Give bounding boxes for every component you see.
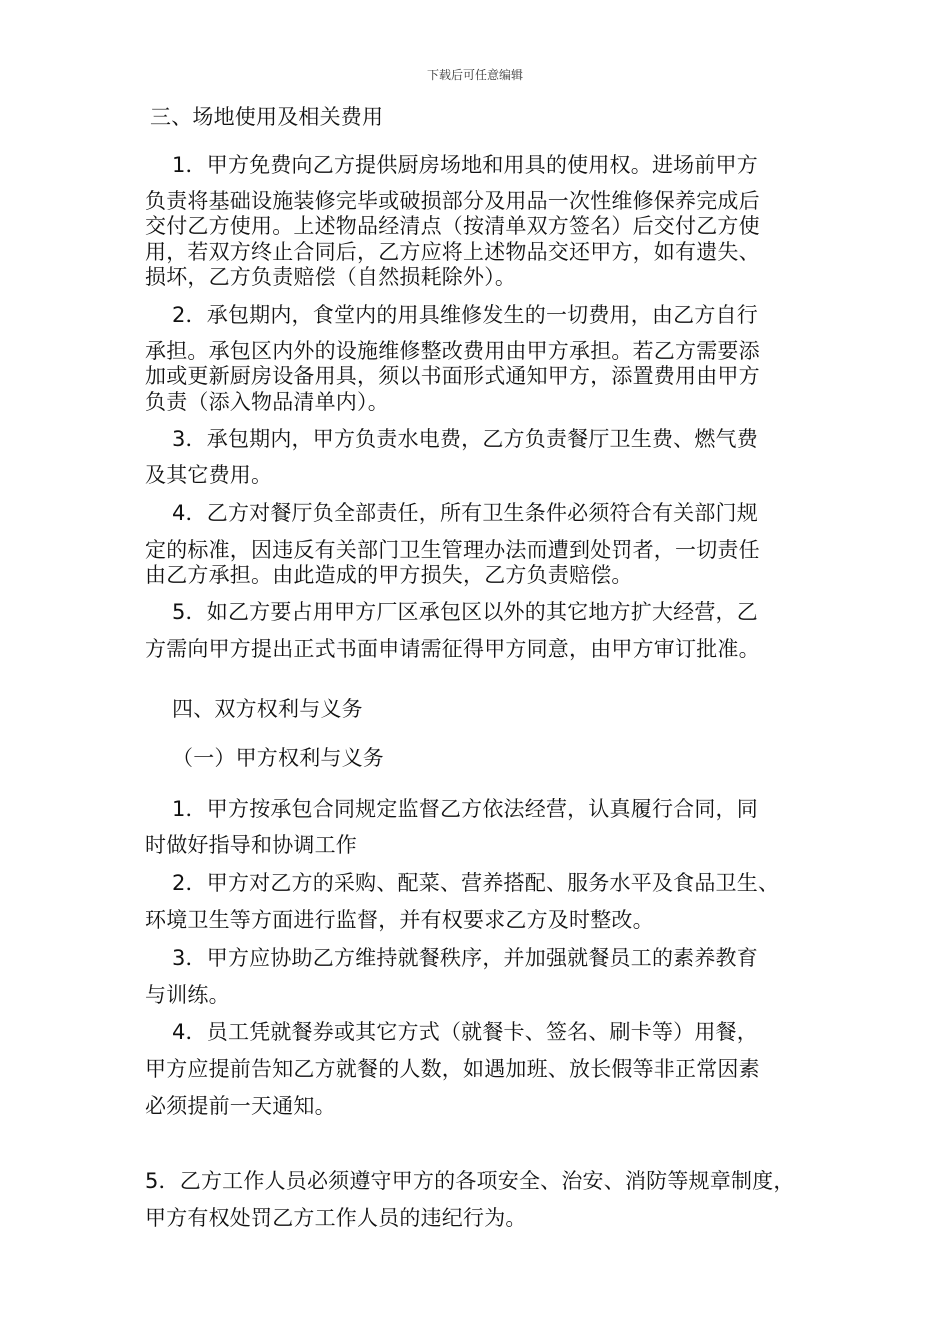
paragraph-line: 损坏，乙方负责赔偿（自然损耗除外）。 xyxy=(145,265,517,289)
section-title: 三、场地使用及相关费用 xyxy=(150,105,384,129)
paragraph-line: 环境卫生等方面进行监督，并有权要求乙方及时整改。 xyxy=(145,908,654,932)
subsection-title: （一）甲方权利与义务 xyxy=(172,746,384,770)
paragraph-line: 定的标准，因违反有关部门卫生管理办法而遭到处罚者，一切责任 xyxy=(145,538,760,562)
paragraph-line: 加或更新厨房设备用具，须以书面形式通知甲方，添置费用由甲方 xyxy=(145,364,760,388)
paragraph-line: 交付乙方使用。上述物品经清点（按清单双方签名）后交付乙方使 xyxy=(145,214,760,238)
paragraph-line: 由乙方承担。由此造成的甲方损失，乙方负责赔偿。 xyxy=(145,563,633,587)
paragraph-line: 方需向甲方提出正式书面申请需征得甲方同意，由甲方审订批准。 xyxy=(145,637,760,661)
paragraph-line: 承担。承包区内外的设施维修整改费用由甲方承担。若乙方需要添 xyxy=(145,339,760,363)
paragraph-line: 1．甲方按承包合同规定监督乙方依法经营，认真履行合同，同 xyxy=(172,797,758,821)
paragraph-line: 负责（添入物品清单内）。 xyxy=(145,390,389,414)
paragraph-line: 与训练。 xyxy=(145,983,230,1007)
paragraph-line: 4．员工凭就餐券或其它方式（就餐卡、签名、刷卡等）用餐， xyxy=(172,1020,758,1044)
paragraph-line: 5．如乙方要占用甲方厂区承包区以外的其它地方扩大经营，乙 xyxy=(172,600,758,624)
paragraph-line: 2．承包期内，食堂内的用具维修发生的一切费用，由乙方自行 xyxy=(172,303,758,327)
paragraph-line: 3．承包期内，甲方负责水电费，乙方负责餐厅卫生费、燃气费 xyxy=(172,427,758,451)
paragraph-line: 甲方有权处罚乙方工作人员的违纪行为。 xyxy=(145,1206,527,1230)
paragraph-line: 2．甲方对乙方的采购、配菜、营养搭配、服务水平及食品卫生、 xyxy=(172,871,780,895)
paragraph-line: 4．乙方对餐厅负全部责任，所有卫生条件必须符合有关部门规 xyxy=(172,501,758,525)
paragraph-line: 及其它费用。 xyxy=(145,463,273,487)
paragraph-line: 甲方应提前告知乙方就餐的人数，如遇加班、放长假等非正常因素 xyxy=(145,1057,760,1081)
paragraph-line: 时做好指导和协调工作 xyxy=(145,833,357,857)
paragraph-line: 用，若双方终止合同后，乙方应将上述物品交还甲方，如有遗失、 xyxy=(145,240,760,264)
paragraph-line: 5．乙方工作人员必须遵守甲方的各项安全、治安、消防等规章制度， xyxy=(145,1169,795,1193)
paragraph-line: 必须提前一天通知。 xyxy=(145,1094,336,1118)
paragraph-line: 1．甲方免费向乙方提供厨房场地和用具的使用权。进场前甲方 xyxy=(172,153,758,177)
paragraph-line: 负责将基础设施装修完毕或破损部分及用品一次性维修保养完成后 xyxy=(145,189,760,213)
header-note: 下载后可任意编辑 xyxy=(426,68,523,82)
paragraph-line: 3．甲方应协助乙方维持就餐秩序，并加强就餐员工的素养教育 xyxy=(172,946,758,970)
section-title: 四、双方权利与义务 xyxy=(172,697,363,721)
